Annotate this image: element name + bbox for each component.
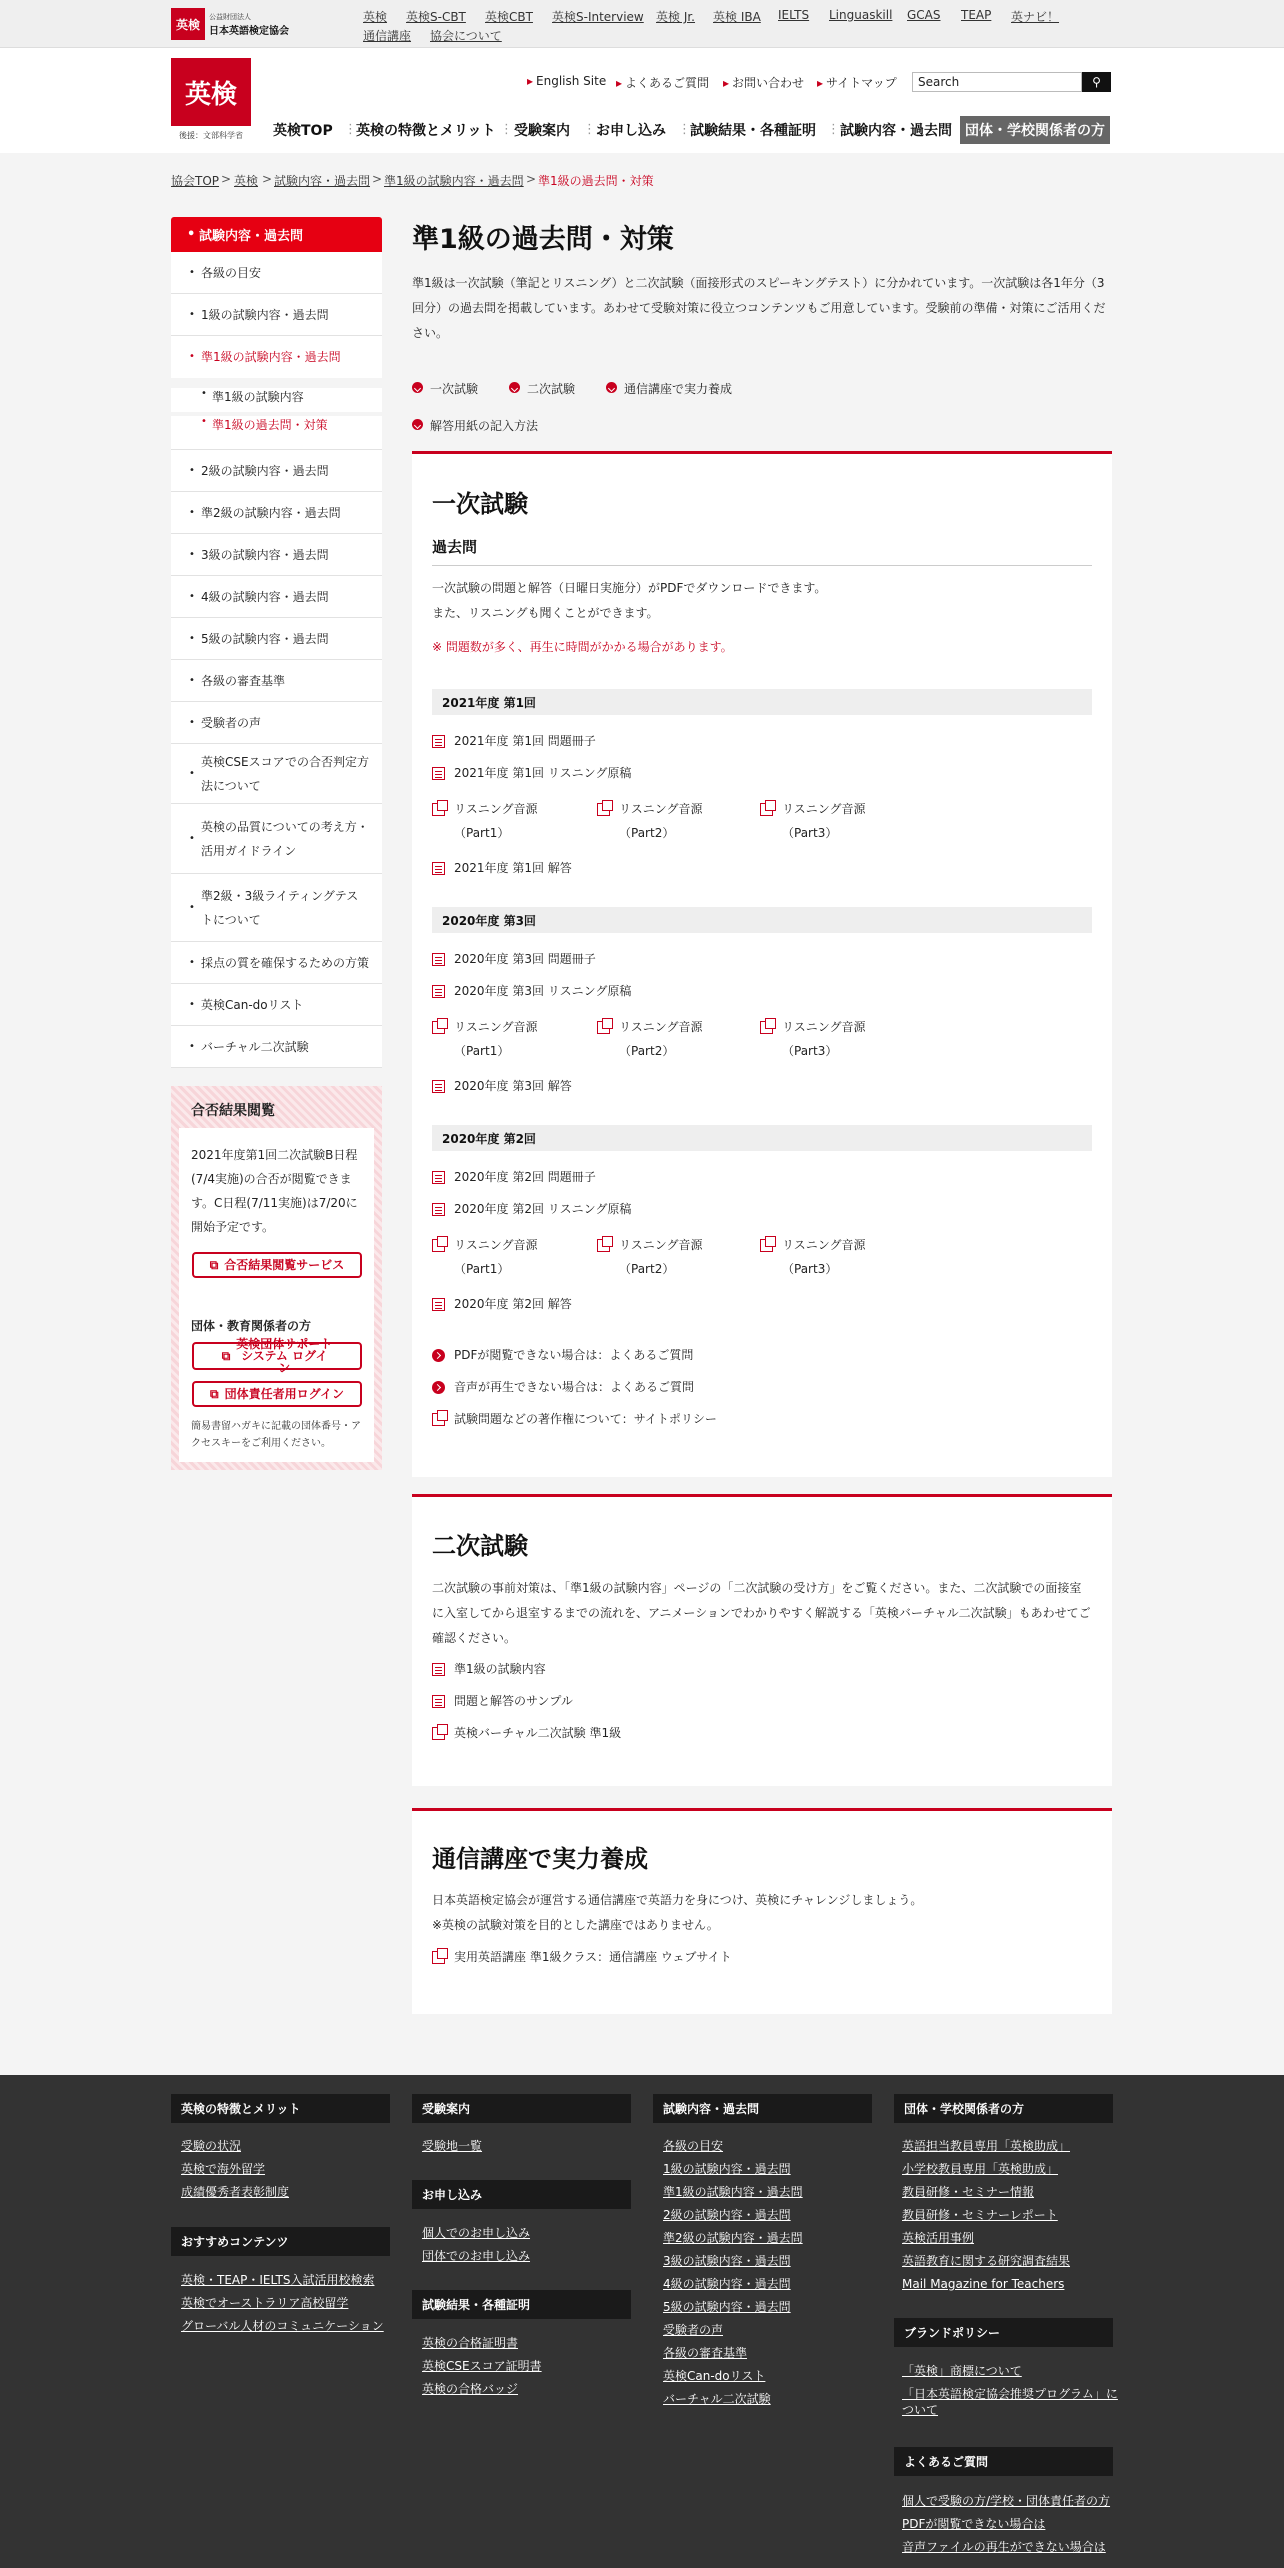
sidebar-item[interactable]: • バーチャル二次試験 [171, 1026, 382, 1068]
second-exam-title: 二次試験 [432, 1532, 528, 1560]
breadcrumb-sep: > [262, 172, 273, 186]
audio-part3[interactable] [760, 797, 866, 845]
sidebar-item[interactable]: • 4級の試験内容・過去問 [171, 576, 382, 618]
help-audio-link[interactable] [432, 1375, 694, 1399]
audio-part3[interactable] [760, 1233, 866, 1281]
util-link-teap[interactable]: TEAP [961, 8, 992, 22]
breadcrumb-sep: > [372, 172, 383, 186]
external-window-icon: ⧉ [221, 1349, 231, 1363]
second-link-label: 英検バーチャル二次試験 準1級 [454, 1726, 622, 1740]
footer-link[interactable]: 個人でのお申し込み [422, 2226, 531, 2240]
second-link-virtual[interactable] [432, 1721, 621, 1745]
download-label: 2020年度 第2回 リスニング原稿 [454, 1202, 632, 1216]
footer-link[interactable]: 成績優秀者表彰制度 [181, 2185, 290, 2199]
footer-heading: お申し込み [412, 2180, 631, 2209]
footer-link[interactable]: 英検活用事例 [902, 2231, 975, 2245]
audio-label: リスニング音源 [782, 802, 866, 816]
sidebar-item[interactable]: • 2級の試験内容・過去問 [171, 450, 382, 492]
footer-link[interactable]: 小学校教員専用「英検助成」 [902, 2162, 1059, 2176]
footer-heading: ブランドポリシー [894, 2318, 1113, 2347]
audio-label: リスニング音源 [619, 1020, 703, 1034]
util-link-course[interactable]: 通信講座 [363, 29, 412, 43]
pdf-icon [432, 1663, 445, 1676]
pdf-icon [432, 953, 445, 966]
footer-link[interactable]: バーチャル二次試験 [663, 2392, 771, 2406]
arrow-circle-icon [432, 1381, 445, 1394]
footer-link[interactable]: 英語教育に関する研究調査結果 [902, 2254, 1071, 2268]
download-booklet[interactable] [432, 947, 596, 971]
sidebar-heading[interactable]: • 試験内容・過去問 [171, 217, 382, 252]
download-booklet[interactable] [432, 729, 596, 753]
anchor-course[interactable]: 通信講座で実力養成 [606, 380, 732, 397]
eiken-logo[interactable]: 英検 [171, 58, 251, 126]
util-link-iba[interactable]: 英検 IBA [713, 10, 761, 24]
second-link-content[interactable] [432, 1657, 546, 1681]
util-link-scbt[interactable]: 英検S-CBT [406, 10, 466, 24]
second-link-sample[interactable] [432, 1689, 573, 1713]
footer-heading: 団体・学校関係者の方 [894, 2094, 1113, 2123]
footer-link[interactable]: 英検CSEスコア証明書 [422, 2359, 542, 2373]
external-window-icon [597, 1239, 610, 1252]
audio-label: リスニング音源 [454, 1238, 538, 1252]
pdf-icon [432, 1080, 445, 1093]
download-label: 2021年度 第1回 解答 [454, 861, 572, 875]
gnav-sep: ⋮ [678, 122, 691, 137]
audio-part: （Part3） [782, 1262, 838, 1276]
course-link-label: 実用英語講座 準1級クラス：通信講座 ウェブサイト [454, 1950, 732, 1964]
sidebar-item[interactable]: • 5級の試験内容・過去問 [171, 618, 382, 660]
second-link-label: 問題と解答のサンプル [454, 1694, 573, 1708]
footer-heading: よくあるご質問 [894, 2447, 1113, 2476]
footer-link[interactable]: 準2級の試験内容・過去問 [663, 2231, 803, 2245]
footer-link[interactable]: 受験地一覧 [422, 2139, 483, 2153]
download-label: 2020年度 第2回 問題冊子 [454, 1170, 596, 1184]
download-label: 2021年度 第1回 問題冊子 [454, 734, 596, 748]
external-window-icon [432, 1727, 445, 1740]
pdf-icon [432, 1695, 445, 1708]
external-window-icon [432, 1413, 445, 1426]
corp-login-label: 英検団体サポート システム ログイン [236, 1337, 333, 1375]
footer-link[interactable]: 4級の試験内容・過去問 [663, 2277, 791, 2291]
gnav-guide[interactable]: 受験案内 [514, 123, 570, 139]
footer-link[interactable]: 受験の状況 [181, 2139, 242, 2153]
footer-heading: 受験案内 [412, 2094, 631, 2123]
sidebar-item[interactable]: • 各級の目安 [171, 252, 382, 294]
gnav-sep: ⋮ [583, 122, 596, 137]
audio-part: （Part1） [454, 1044, 510, 1058]
audio-part2[interactable] [597, 1233, 703, 1281]
year-heading: 2020年度 第3回 [432, 907, 1092, 933]
pass-result-button[interactable] [192, 1252, 362, 1278]
external-window-icon [432, 1239, 445, 1252]
footer-heading: おすすめコンテンツ [171, 2227, 390, 2256]
breadcrumb-current: 準1級の過去問・対策 [538, 174, 654, 188]
audio-part2[interactable] [597, 797, 703, 845]
audio-part: （Part1） [454, 826, 510, 840]
english-site-link[interactable]: ▸ English Site [527, 74, 606, 88]
external-window-icon [432, 1951, 445, 1964]
course-link[interactable] [432, 1945, 732, 1969]
footer-link[interactable]: 英検でオーストラリア高校留学 [181, 2296, 349, 2310]
course-text-2: ※英検の試験対策を目的とした講座ではありません。 [432, 1918, 719, 1932]
search-input[interactable]: Search [912, 72, 1082, 92]
footer-link[interactable]: PDFが閲覧できない場合は [902, 2517, 1046, 2531]
arrow-circle-icon [432, 1349, 445, 1362]
first-exam-title: 一次試験 [432, 490, 528, 518]
sidebar-item[interactable]: • 準2級・3級ライティングテストについて [171, 874, 382, 942]
course-text-1: 日本英語検定協会が運営する通信講座で英語力を身につけ、英検にチャレンジしましょう。 [432, 1893, 923, 1907]
footer-link[interactable]: 「日本英語検定協会推奨プログラム」について [902, 2387, 1118, 2417]
anchor-answer-sheet[interactable]: 解答用紙の記入方法 [412, 417, 538, 434]
gnav-sep: ⋮ [500, 122, 513, 137]
contact-link[interactable]: ▸ お問い合わせ [723, 74, 804, 91]
footer-link[interactable]: 団体でのお申し込み [422, 2249, 531, 2263]
download-answer[interactable] [432, 856, 572, 880]
sidebar-item[interactable]: • 1級の試験内容・過去問 [171, 294, 382, 336]
audio-label: リスニング音源 [454, 1020, 538, 1034]
download-answer[interactable] [432, 1074, 572, 1098]
footer-link[interactable]: 英検で海外留学 [181, 2162, 266, 2176]
util-link-linguaskill[interactable]: Linguaskill [829, 8, 893, 22]
footer-link[interactable]: グローバル人材のコミュニケーション [181, 2319, 384, 2333]
logo-subtitle: 後援：文部科学省 [179, 131, 243, 140]
external-window-icon [760, 803, 773, 816]
gnav-results[interactable]: 試験結果・各種証明 [690, 123, 816, 139]
footer-link[interactable]: 英検の合格証明書 [422, 2336, 519, 2350]
footer-link[interactable]: 3級の試験内容・過去問 [663, 2254, 791, 2268]
anchor-first[interactable]: 一次試験 [412, 380, 478, 397]
intro-text: 準1級は一次試験（筆記とリスニング）と二次試験（面接形式のスピーキングテスト）に分かれています。一次試験は各1年分（3回分）の過去問を掲載しています。あわせて受験対策に役立つコンテンツもご用意しています。受験前の準備・対策にご活用ください。 [412, 276, 1106, 340]
external-window-icon [597, 803, 610, 816]
external-window-icon [760, 1021, 773, 1034]
audio-label: リスニング音源 [454, 802, 538, 816]
download-script[interactable] [432, 1197, 631, 1221]
audio-part: （Part2） [619, 1262, 675, 1276]
first-text-2: また、リスニングも聞くことができます。 [432, 606, 659, 620]
footer-link[interactable]: 準1級の試験内容・過去問 [663, 2185, 803, 2199]
footer-link[interactable]: 英検・TEAP・IELTS入試活用校検索 [181, 2273, 375, 2287]
breadcrumb-eiken[interactable]: 英検 [234, 174, 259, 188]
gnav-features[interactable]: 英検の特徴とメリット [356, 123, 496, 139]
faq-link[interactable]: ▸ よくあるご質問 [616, 74, 709, 91]
corp-note: 簡易書留ハガキに記載の団体番号・アクセスキーをご利用ください。 [191, 1421, 361, 1449]
pdf-icon [432, 1171, 445, 1184]
sitemap-link[interactable]: ▸ サイトマップ [817, 74, 897, 91]
util-link-ielts[interactable]: IELTS [778, 8, 810, 22]
audio-part: （Part2） [619, 826, 675, 840]
corp-login-button[interactable] [192, 1337, 362, 1375]
util-link-sinterview[interactable]: 英検S-Interview [552, 10, 644, 24]
org-type: 公益財団法人 [209, 13, 251, 21]
audio-part2[interactable] [597, 1015, 703, 1063]
sidebar-item[interactable]: • 採点の質を確保するための方策 [171, 942, 382, 984]
pdf-icon [432, 1203, 445, 1216]
help-label: 試験問題などの著作権について：サイトポリシー [454, 1412, 717, 1426]
breadcrumb-sep: > [221, 172, 232, 186]
download-booklet[interactable] [432, 1165, 596, 1189]
footer-link[interactable]: 受験者の声 [663, 2323, 724, 2337]
download-script[interactable] [432, 761, 631, 785]
sidebar-item[interactable]: • 3級の試験内容・過去問 [171, 534, 382, 576]
sidebar-item[interactable]: • 受験者の声 [171, 702, 382, 744]
util-link-eiken[interactable]: 英検 [363, 10, 388, 24]
external-window-icon: ⧉ [210, 1387, 219, 1401]
footer-link[interactable]: 2級の試験内容・過去問 [663, 2208, 791, 2222]
audio-part: （Part1） [454, 1262, 510, 1276]
download-label: 2020年度 第2回 解答 [454, 1297, 572, 1311]
search-icon: ⚲ [1092, 75, 1101, 89]
util-link-einavi[interactable]: 英ナビ！ [1011, 10, 1060, 24]
sidebar-item[interactable]: • 準2級の試験内容・過去問 [171, 492, 382, 534]
footer-link[interactable]: 各級の審査基準 [663, 2346, 748, 2360]
footer-link[interactable]: 英検Can-doリスト [663, 2369, 766, 2383]
course-title: 通信講座で実力養成 [432, 1845, 648, 1873]
util-link-cbt[interactable]: 英検CBT [485, 10, 533, 24]
footer-link[interactable]: 各級の目安 [663, 2139, 724, 2153]
audio-part: （Part3） [782, 1044, 838, 1058]
page-title: 準1級の過去問・対策 [412, 224, 674, 255]
footer-link[interactable]: 個人で受験の方/学校・団体責任者の方 [902, 2494, 1111, 2508]
audio-part: （Part2） [619, 1044, 675, 1058]
pdf-icon [432, 735, 445, 748]
year-heading: 2020年度 第2回 [432, 1125, 1092, 1151]
breadcrumb-content[interactable]: 試験内容・過去問 [274, 174, 371, 188]
audio-part1[interactable] [432, 1015, 538, 1063]
sidebar-subitem[interactable]: • 準1級の試験内容 [171, 388, 382, 412]
util-link-about[interactable]: 協会について [430, 29, 502, 43]
footer-link[interactable]: 1級の試験内容・過去問 [663, 2162, 791, 2176]
gnav-corporate[interactable]: 団体・学校関係者の方 [960, 116, 1110, 144]
manager-login-button[interactable] [192, 1381, 362, 1407]
gnav-apply[interactable]: お申し込み [596, 123, 666, 139]
download-label: 2021年度 第1回 リスニング原稿 [454, 766, 632, 780]
footer-link[interactable]: 教員研修・セミナーレポート [902, 2208, 1058, 2222]
audio-label: リスニング音源 [619, 1238, 703, 1252]
help-label: PDFが閲覧できない場合は：よくあるご質問 [454, 1348, 694, 1362]
download-label: 2020年度 第3回 問題冊子 [454, 952, 596, 966]
help-label: 音声が再生できない場合は：よくあるご質問 [454, 1380, 695, 1394]
sidebar-item-active[interactable]: • 準1級の試験内容・過去問 [171, 336, 382, 378]
download-label: 2020年度 第3回 解答 [454, 1079, 572, 1093]
pass-result-button-label: 合否結果閲覧サービス [224, 1258, 345, 1272]
pass-result-title: 合否結果閲覧 [191, 1103, 275, 1119]
sidebar-subitem-current[interactable]: • 準1級の過去問・対策 [171, 416, 382, 450]
breadcrumb-top[interactable]: 協会TOP [171, 174, 220, 188]
anchor-second[interactable]: 二次試験 [509, 380, 575, 397]
pdf-icon [432, 862, 445, 875]
manager-login-label: 団体責任者用ログイン [224, 1387, 344, 1401]
breadcrumb-pre1[interactable]: 準1級の試験内容・過去問 [384, 174, 524, 188]
past-papers-heading: 過去問 [432, 536, 1092, 566]
gnav-content[interactable]: 試験内容・過去問 [840, 123, 952, 139]
external-window-icon [432, 1021, 445, 1034]
footer-heading: 試験内容・過去問 [653, 2094, 872, 2123]
footer-heading: 試験結果・各種証明 [412, 2290, 631, 2319]
first-text-1: 一次試験の問題と解答（日曜日実施分）がPDFでダウンロードできます。 [432, 581, 827, 595]
pdf-icon [432, 767, 445, 780]
util-link-jr[interactable]: 英検 Jr. [656, 10, 696, 24]
pdf-icon [432, 985, 445, 998]
audio-part1[interactable] [432, 1233, 538, 1281]
gnav-sep: ⋮ [344, 122, 357, 137]
audio-label: リスニング音源 [782, 1020, 866, 1034]
org-name[interactable]: 日本英語検定協会 [209, 26, 289, 37]
external-window-icon [597, 1021, 610, 1034]
download-script[interactable] [432, 979, 631, 1003]
note-red: ※ 問題数が多く、再生に時間がかかる場合があります。 [432, 640, 733, 654]
download-answer[interactable] [432, 1292, 572, 1316]
gnav-top[interactable]: 英検TOP [273, 123, 333, 139]
audio-part3[interactable] [760, 1015, 866, 1063]
audio-part1[interactable] [432, 797, 538, 845]
sidebar-item[interactable]: • 各級の審査基準 [171, 660, 382, 702]
eiken-small-logo[interactable]: 英検 [171, 8, 205, 40]
copyright-link[interactable] [432, 1407, 717, 1431]
footer-link[interactable]: 英検の合格バッジ [422, 2382, 519, 2396]
corp-title: 団体・教育関係者の方 [191, 1319, 312, 1333]
footer-link[interactable]: 教員研修・セミナー情報 [902, 2185, 1035, 2199]
footer-link[interactable]: Mail Magazine for Teachers [902, 2277, 1065, 2291]
sidebar-item[interactable]: • 英検Can-doリスト [171, 984, 382, 1026]
footer-link[interactable]: 音声ファイルの再生ができない場合は [902, 2540, 1106, 2554]
audio-label: リスニング音源 [619, 802, 703, 816]
help-pdf-link[interactable] [432, 1343, 693, 1367]
footer-link[interactable]: 5級の試験内容・過去問 [663, 2300, 791, 2314]
external-window-icon: ⧉ [209, 1258, 219, 1272]
external-window-icon [432, 803, 445, 816]
audio-part: （Part3） [782, 826, 838, 840]
footer-link[interactable]: 英語担当教員専用「英検助成」 [902, 2139, 1071, 2153]
sidebar-item[interactable]: • 英検の品質についての考え方・活用ガイドライン [171, 804, 382, 874]
breadcrumb-sep: > [526, 172, 537, 186]
sidebar-item[interactable]: • 英検CSEスコアでの合否判定方法について [171, 744, 382, 804]
second-text: 二次試験の事前対策は、「準1級の試験内容」ページの「二次試験の受け方」をご覧ください。また、二次試験での面接室に入室してから退室するまでの流れを、アニメーションでわかりやすく解説する「英検バーチャル二次試験」もあわせてご確認ください。 [432, 1581, 1091, 1645]
second-link-label: 準1級の試験内容 [454, 1662, 546, 1676]
year-heading: 2021年度 第1回 [432, 689, 1092, 715]
external-window-icon [760, 1239, 773, 1252]
audio-label: リスニング音源 [782, 1238, 866, 1252]
footer-heading: 英検の特徴とメリット [171, 2094, 390, 2123]
footer-link[interactable]: 「英検」商標について [902, 2364, 1022, 2378]
util-link-gcas[interactable]: GCAS [907, 8, 941, 22]
download-label: 2020年度 第3回 リスニング原稿 [454, 984, 632, 998]
pass-result-text: 2021年度第1回二次試験B日程(7/4実施)の合否が閲覧できます。C日程(7/11実施)は7/20に開始予定です。 [191, 1148, 358, 1234]
gnav-sep: ⋮ [827, 122, 840, 137]
search-button[interactable] [1082, 72, 1111, 92]
pdf-icon [432, 1298, 445, 1311]
